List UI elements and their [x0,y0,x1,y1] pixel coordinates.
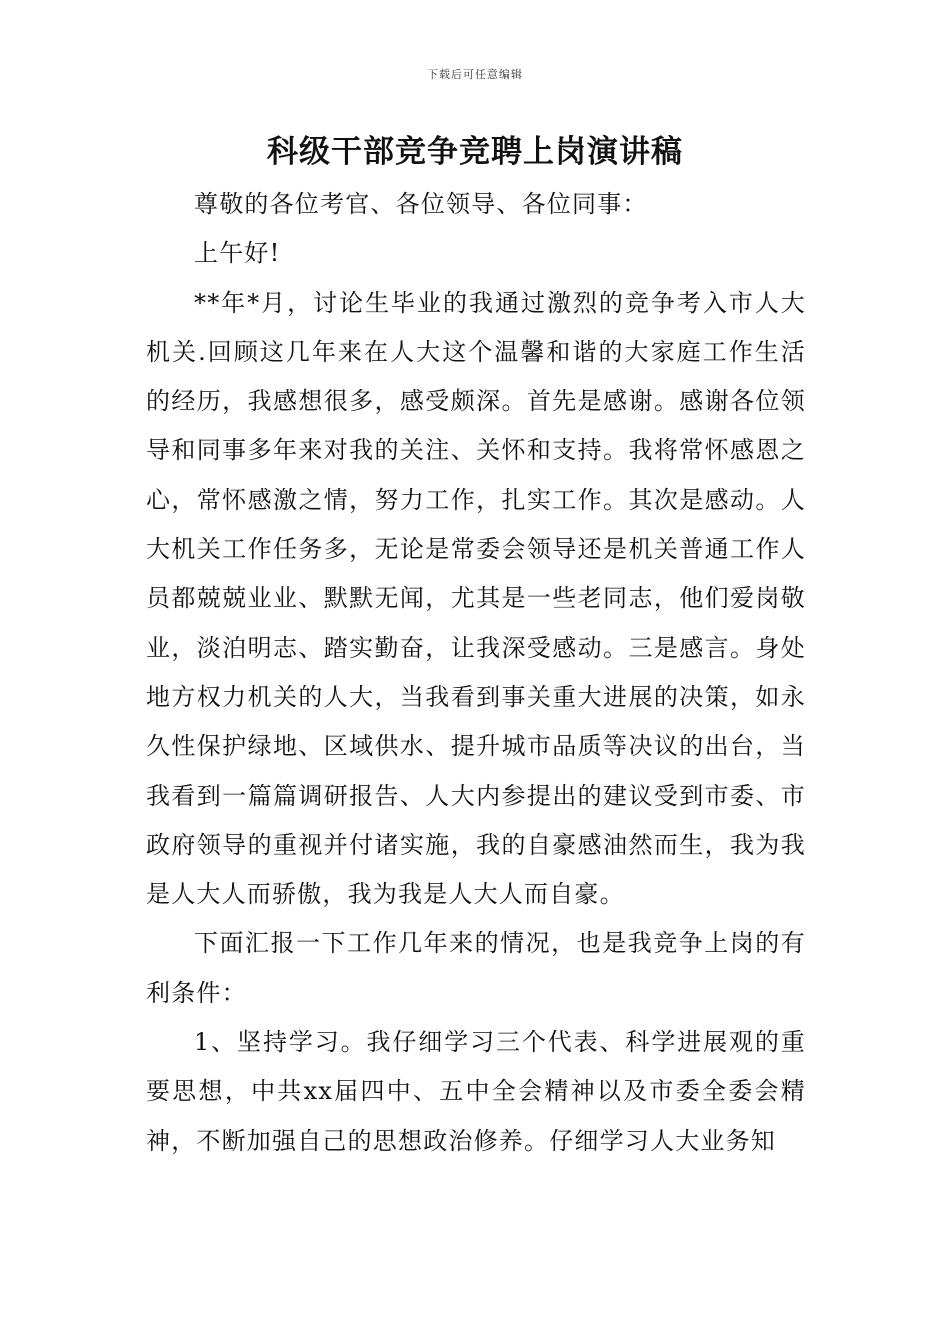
salutation-paragraph: 尊敬的各位考官、各位领导、各位同事： [194,190,648,218]
document-title: 科级干部竞争竞聘上岗演讲稿 [267,134,683,170]
header-note: 下载后可任意编辑 [427,68,523,81]
body-paragraph: 下面汇报一下工作几年来的情况，也是我竞争上岗的有利条件： [146,929,806,1007]
document-body [146,180,806,1166]
greeting-paragraph: 上午好! [194,239,281,268]
body-paragraph: **年*月，讨论生毕业的我通过激烈的竞争考入市人大机关.回顾这几年来在人大这个温馨和谐的大家庭工作生活的经历，我感想很多，感受颇深。首先是感谢。感谢各位领导和同事多年来对我的关注、关怀和支持。我将常怀感恩之心，常怀感激之情，努力工作，扎实工作。其次是感动。人大机关工作任务多，无论是常委会领导还是机关普通工作人员都兢兢业业、默默无闻，尤其是一些老同志，他们爱岗敬业，淡泊明志、踏实勤奋，让我深受感动。三是感言。身处地方权力机关的人大，当我看到事关重大进展的决策，如永久性保护绿地、区域供水、提升城市品质等决议的出台，当我看到一篇篇调研报告、人大内参提出的建议受到市委、市政府领导的重视并付诸实施，我的自豪感油然而生，我为我是人大人而骄傲，我为我是人大人而自豪。 [146,288,806,909]
body-paragraph: 1、坚持学习。我仔细学习三个代表、科学进展观的重要思想，中共xx届四中、五中全会精神以及市委全委会精神，不断加强自己的思想政治修养。仔细学习人大业务知 [146,1028,806,1155]
